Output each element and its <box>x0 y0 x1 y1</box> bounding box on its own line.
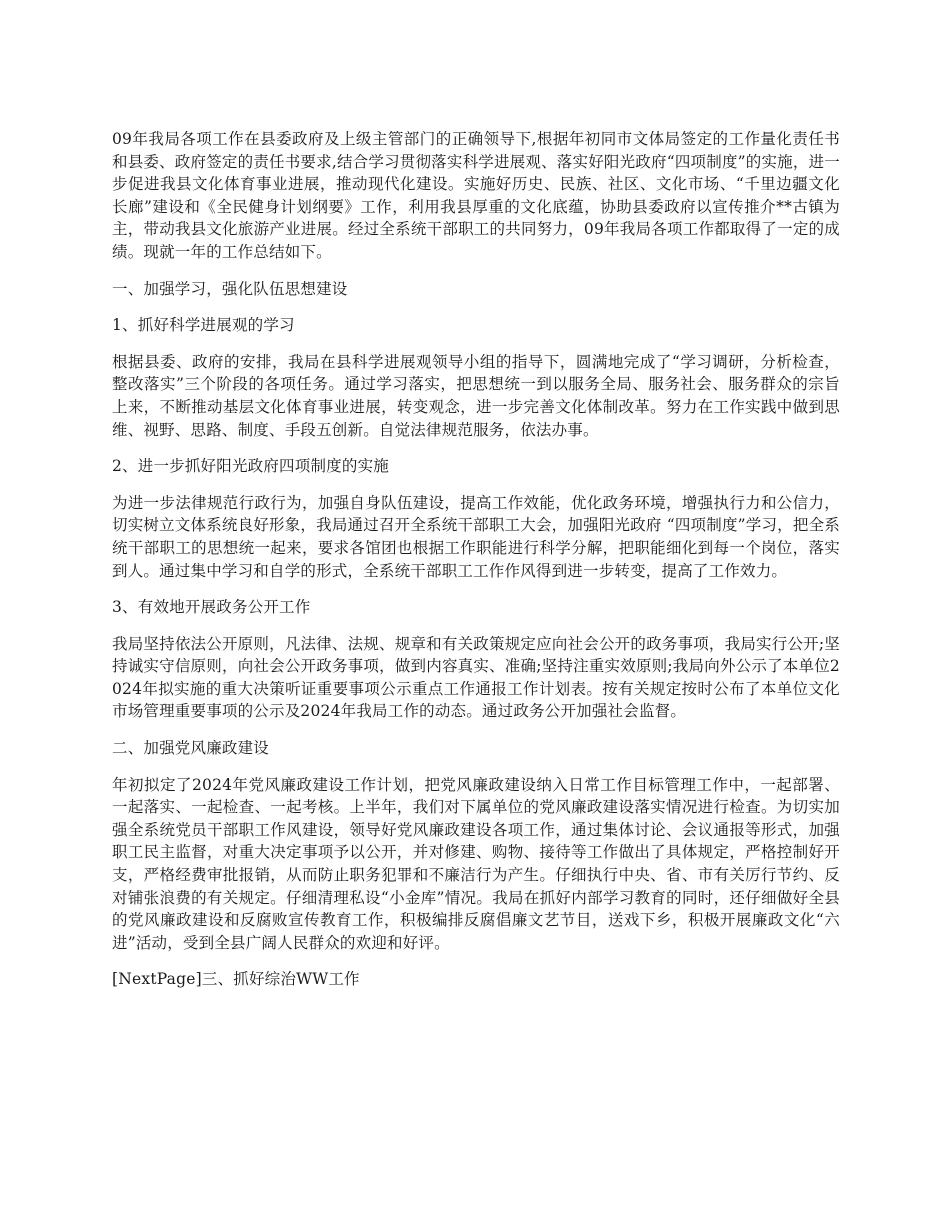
document-page <box>112 128 840 1005</box>
intro-paragraph: 09年我局各项工作在县委政府及上级主管部门的正确领导下,根据年初同市文体局签定的工作量化责任书和县委、政府签定的责任书要求,结合学习贯彻落实科学进展观、落实好阳光政府“四项制度”的实施，进一步促进我县文化体育事业进展，推动现代化建设。实施好历史、民族、社区、文化市场、“千里边疆文化长廊”建设和《全民健身计划纲要》工作，利用我县厚重的文化底蕴，协助县委政府以宣传推介**古镇为主，带动我县文化旅游产业进展。经过全系统干部职工的共同努力，09年我局各项工作都取得了一定的成绩。现就一年的工作总结如下。 <box>112 130 840 261</box>
section-heading-2: 二、加强党风廉政建设 <box>112 739 270 758</box>
subsection-body-3: 我局坚持依法公开原则，凡法律、法规、规章和有关政策规定应向社会公开的政务事项，我局实行公开;坚持诚实守信原则，向社会公开政务事项，做到内容真实、准确;坚持注重实效原则;我局向外公示了本单位2024年拟实施的重大决策听证重要事项公示重点工作通报工作计划表。按有关规定按时公布了本单位文化市场管理重要事项的公示及2024年我局工作的动态。通过政务公开加强社会监督。 <box>112 634 840 721</box>
subsection-heading-3: 3、有效地开展政务公开工作 <box>112 598 311 617</box>
section-heading-3: [NextPage]三、抓好综治WW工作 <box>112 970 360 989</box>
section-heading-1: 一、加强学习，强化队伍思想建设 <box>112 279 348 298</box>
section-body-2: 年初拟定了2024年党风廉政建设工作计划，把党风廉政建设纳入日常工作目标管理工作中，一起部署、一起落实、一起检查、一起考核。上半年，我们对下属单位的党风廉政建设落实情况进行检查。为切实加强全系统党员干部职工作风建设，领导好党风廉政建设各项工作，通过集体讨论、会议通报等形式，加强职工民主监督，对重大决定事项予以公开，并对修建、购物、接待等工作做出了具体规定，严格控制好开支，严格经费审批报销，从而防止职务犯罪和不廉洁行为产生。仔细执行中央、省、市有关厉行节约、反对铺张浪费的有关规定。仔细清理私设“小金库”情况。我局在抓好内部学习教育的同时，还仔细做好全县的党风廉政建设和反腐败宣传教育工作，积极编排反腐倡廉文艺节目，送戏下乡，积极开展廉政文化“六进”活动，受到全县广阔人民群众的欢迎和好评。 <box>112 775 840 952</box>
subsection-body-2: 为进一步法律规范行政行为，加强自身队伍建设，提高工作效能，优化政务环境，增强执行力和公信力，切实树立文体系统良好形象，我局通过召开全系统干部职工大会，加强阳光政府 “四项制度”学习，把全系统干部职工的思想统一起来，要求各馆团也根据工作职能进行科学分解，把职能细化到每一个岗位，落实到人。通过集中学习和自学的形式，全系统干部职工工作作风得到进一步转变，提高了工作效力。 <box>112 493 840 580</box>
subsection-heading-1: 1、抓好科学进展观的学习 <box>112 316 295 335</box>
subsection-body-1: 根据县委、政府的安排，我局在县科学进展观领导小组的指导下，圆满地完成了“学习调研，分析检查，整改落实”三个阶段的各项任务。通过学习落实，把思想统一到以服务全局、服务社会、服务群众的宗旨上来，不断推动基层文化体育事业进展，转变观念，进一步完善文化体制改革。努力在工作实践中做到思维、视野、思路、制度、手段五创新。自觉法律规范服务，依法办事。 <box>112 352 840 439</box>
subsection-heading-2: 2、进一步抓好阳光政府四项制度的实施 <box>112 457 389 476</box>
